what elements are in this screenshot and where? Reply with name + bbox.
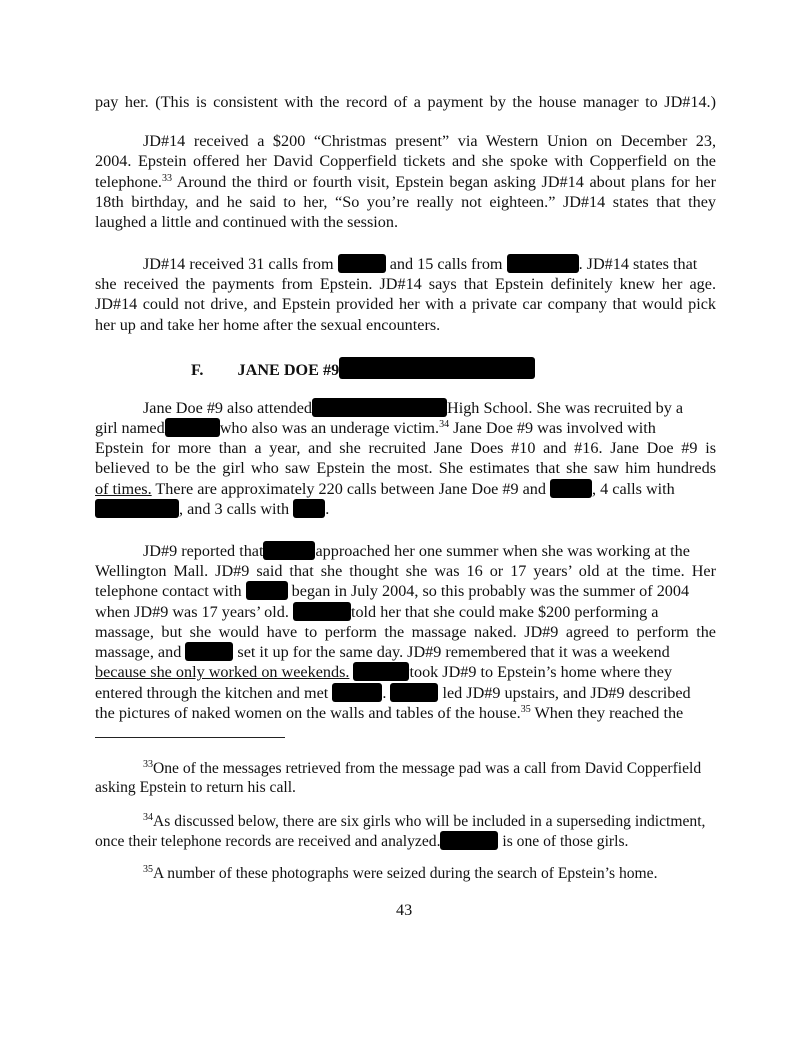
redaction <box>339 357 535 379</box>
redaction <box>293 602 351 621</box>
text-line <box>95 315 440 335</box>
text: Jane Doe #9 was involved with <box>449 419 656 437</box>
text: When they reached the <box>530 704 684 722</box>
footnote-number: 33 <box>143 759 153 770</box>
text: There are approximately 220 calls between Jane Doe #9 and <box>151 480 546 498</box>
text: who also was an underage victim. <box>219 419 440 437</box>
text-line <box>95 418 656 438</box>
text: JD#14 received a $200 “Christmas present” via Western Union on December 23, <box>143 132 716 150</box>
text-line <box>95 458 716 478</box>
page-number: 43 <box>396 901 413 919</box>
text-line <box>95 212 398 232</box>
text: took JD#9 to Epstein’s home where they <box>409 663 673 681</box>
text-line <box>95 581 689 601</box>
text: JD#14 received 31 calls from <box>143 255 334 273</box>
text-line <box>95 192 716 212</box>
text: JD#14 could not drive, and Epstein provided her with a private car company that would pick <box>95 295 716 313</box>
text: laughed a little and continued with the session. <box>95 213 399 231</box>
redaction <box>165 418 220 437</box>
text: A number of these photographs were seized during the search of Epstein’s home. <box>153 865 658 882</box>
text: massage, but she would have to perform the massage naked. JD#9 agreed to perform the <box>95 623 716 641</box>
redaction <box>390 683 438 702</box>
text: asking Epstein to return his call. <box>95 779 296 796</box>
text: , and 3 calls with <box>179 500 290 518</box>
text-line <box>143 254 697 274</box>
footnote-34 <box>143 812 705 832</box>
text-line <box>95 92 716 112</box>
text-line <box>95 602 658 622</box>
text: 2004. Epstein offered her David Copperfield tickets and she spoke with Copperfield on the <box>95 152 716 170</box>
footnote-number: 35 <box>143 864 153 875</box>
text-line <box>95 499 329 519</box>
text: the pictures of naked women on the walls and tables of the house. <box>95 704 521 722</box>
text: of times. <box>95 480 152 498</box>
text-line <box>95 683 691 703</box>
redaction <box>440 831 498 850</box>
text: began in July 2004, so this probably was the summer of 2004 <box>291 582 690 600</box>
text: High School. She was recruited by a <box>447 399 684 417</box>
footnote-number: 34 <box>143 812 153 823</box>
text: led JD#9 upstairs, and JD#9 described <box>442 684 691 702</box>
redaction <box>507 254 579 273</box>
section-heading <box>191 357 535 380</box>
section-title: JANE DOE #9 <box>237 361 340 379</box>
footnote-33 <box>143 759 701 779</box>
text: she received the payments from Epstein. JD#14 says that Epstein definitely knew her age. <box>95 275 716 293</box>
section-letter: F. <box>191 361 204 379</box>
text: telephone. <box>95 173 162 191</box>
footnote-33-cont <box>95 778 296 798</box>
text: once their telephone records are received and analyzed. <box>95 833 441 850</box>
text-line <box>95 662 672 682</box>
footnote-divider <box>95 737 285 738</box>
text: approached her one summer when she was working at the <box>315 542 690 560</box>
text: when JD#9 was 17 years’ old. <box>95 603 289 621</box>
text: JD#9 reported that <box>143 542 264 560</box>
text-line <box>95 561 716 581</box>
text: believed to be the girl who saw Epstein the most. She estimates that she saw him hundreds <box>95 459 716 477</box>
text: Epstein for more than a year, and she recruited Jane Does #10 and #16. Jane Doe #9 is <box>95 439 716 457</box>
text-line <box>143 398 683 418</box>
redaction <box>293 499 325 518</box>
text-line <box>95 642 670 662</box>
text: . <box>382 684 387 702</box>
text: pay her. (This is consistent with the record of a payment by the house manager to JD#14.) <box>95 93 716 111</box>
redaction <box>312 398 447 417</box>
redaction <box>338 254 386 273</box>
text-line <box>143 131 716 151</box>
text-line <box>95 438 716 458</box>
text: because she only worked on weekends. <box>95 663 350 681</box>
text: girl named <box>95 419 165 437</box>
text: telephone contact with <box>95 582 242 600</box>
footnote-ref: 33 <box>161 173 172 184</box>
text-line <box>95 479 675 499</box>
text: is one of those girls. <box>502 833 629 850</box>
text: Wellington Mall. JD#9 said that she thought she was 16 or 17 years’ old at the time. Her <box>95 562 716 580</box>
redaction <box>332 683 382 702</box>
redaction <box>550 479 592 498</box>
text-line <box>95 172 716 192</box>
footnote-ref: 35 <box>520 704 531 715</box>
redaction <box>246 581 288 600</box>
text: set it up for the same day. JD#9 remembered that it was a weekend <box>237 643 670 661</box>
text-line <box>95 294 716 314</box>
footnote-35 <box>143 864 658 884</box>
text: Around the third or fourth visit, Epstein began asking JD#14 about plans for her <box>171 173 716 191</box>
redaction <box>185 642 233 661</box>
text: her up and take her home after the sexual encounters. <box>95 316 441 334</box>
footnote-ref: 34 <box>439 419 450 430</box>
text: One of the messages retrieved from the message pad was a call from David Copperfield <box>153 760 702 777</box>
text: and 15 calls from <box>389 255 503 273</box>
redaction <box>95 499 179 518</box>
text: , 4 calls with <box>592 480 675 498</box>
text: entered through the kitchen and met <box>95 684 329 702</box>
text: Jane Doe #9 also attended <box>143 399 313 417</box>
text: As discussed below, there are six girls who will be included in a superseding indictment, <box>153 813 706 830</box>
text: massage, and <box>95 643 182 661</box>
text-line <box>95 703 683 723</box>
text-line <box>143 541 690 561</box>
text: 18th birthday, and he said to her, “So you’re really not eighteen.” JD#14 states that they <box>95 193 716 211</box>
redaction <box>263 541 315 560</box>
text: . <box>325 500 330 518</box>
text: . JD#14 states that <box>578 255 698 273</box>
text-line <box>95 151 716 171</box>
text-line <box>95 622 716 642</box>
text-line <box>95 274 716 294</box>
redaction <box>353 662 409 681</box>
footnote-34-cont <box>95 831 628 852</box>
text: told her that she could make $200 performing a <box>350 603 659 621</box>
